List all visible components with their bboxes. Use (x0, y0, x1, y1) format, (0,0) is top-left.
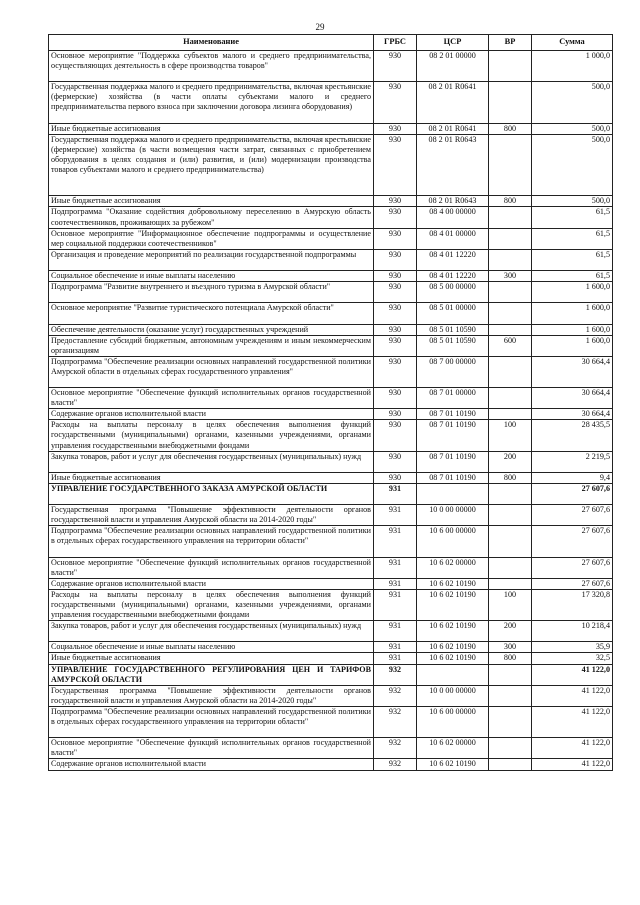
table-row (49, 324, 613, 335)
row-grbs-cell: 931 (374, 578, 417, 589)
row-csr-cell: 08 7 00 00000 (417, 356, 489, 387)
row-grbs-cell: 930 (374, 228, 417, 249)
table-row (49, 196, 613, 207)
row-vr-cell (489, 303, 532, 324)
row-name-cell: Подпрограмма "Обеспечение реализации основных направлений государственной политики в отдельных сферах государственного управления на территории области" (49, 706, 374, 737)
row-sum-cell: 61,5 (532, 249, 613, 270)
table-row (49, 388, 613, 409)
header-sum: Сумма (532, 35, 613, 51)
row-grbs-cell: 932 (374, 685, 417, 706)
row-csr-cell: 10 6 02 10190 (417, 653, 489, 664)
row-sum-cell: 35,9 (532, 642, 613, 653)
row-sum-cell: 500,0 (532, 196, 613, 207)
row-sum-cell: 30 664,4 (532, 388, 613, 409)
table-header-row (49, 35, 613, 51)
table-row-department (49, 664, 613, 685)
row-sum-cell: 61,5 (532, 207, 613, 228)
row-sum-cell: 10 218,4 (532, 621, 613, 642)
row-vr-cell: 600 (489, 335, 532, 356)
row-name-cell: Социальное обеспечение и иные выплаты населению (49, 271, 374, 282)
table-row (49, 82, 613, 123)
row-grbs-cell: 930 (374, 82, 417, 123)
row-csr-cell: 08 2 01 R0643 (417, 196, 489, 207)
row-grbs-cell: 931 (374, 483, 417, 504)
row-grbs-cell: 932 (374, 759, 417, 770)
row-grbs-cell: 930 (374, 303, 417, 324)
row-vr-cell: 200 (489, 621, 532, 642)
row-name-cell: Расходы на выплаты персоналу в целях обеспечения выполнения функций государственными (муниципальными) органами, казенными учреждениями, органами управления государственными внебюджетными фондами (49, 589, 374, 620)
row-grbs-cell: 931 (374, 505, 417, 526)
row-csr-cell: 08 4 01 12220 (417, 249, 489, 270)
row-csr-cell: 10 0 00 00000 (417, 505, 489, 526)
row-grbs-cell: 932 (374, 664, 417, 685)
row-vr-cell: 200 (489, 451, 532, 472)
row-csr-cell: 10 6 00 00000 (417, 706, 489, 737)
row-csr-cell: 08 4 01 12220 (417, 271, 489, 282)
row-sum-cell: 41 122,0 (532, 759, 613, 770)
row-grbs-cell: 931 (374, 621, 417, 642)
row-sum-cell: 30 664,4 (532, 356, 613, 387)
row-grbs-cell: 930 (374, 409, 417, 420)
row-grbs-cell: 930 (374, 388, 417, 409)
row-sum-cell: 27 607,6 (532, 557, 613, 578)
row-grbs-cell: 930 (374, 420, 417, 451)
row-csr-cell: 10 6 02 00000 (417, 557, 489, 578)
row-name-cell: Основное мероприятие "Поддержка субъектов малого и среднего предпринимательства, осуществляющих деятельность в сфере производства товаров" (49, 51, 374, 82)
table-row (49, 207, 613, 228)
row-sum-cell: 41 122,0 (532, 738, 613, 759)
row-sum-cell: 500,0 (532, 134, 613, 196)
row-grbs-cell: 931 (374, 526, 417, 557)
row-name-cell: Расходы на выплаты персоналу в целях обеспечения выполнения функций государственными (муниципальными) органами, казенными учреждениями, органами управления государственными внебюджетными фондами (49, 420, 374, 451)
table-row (49, 589, 613, 620)
row-csr-cell (417, 483, 489, 504)
table-row (49, 557, 613, 578)
table-row (49, 642, 613, 653)
row-name-cell: Содержание органов исполнительной власти (49, 759, 374, 770)
table-row (49, 249, 613, 270)
row-sum-cell: 17 320,8 (532, 589, 613, 620)
row-vr-cell (489, 282, 532, 303)
row-grbs-cell: 930 (374, 134, 417, 196)
row-name-cell: Государственная поддержка малого и среднего предпринимательства, включая крестьянские (фермерские) хозяйства (в части оплаты субъектами малого и среднего предпринимательства первого взноса при заключении договора лизинга оборудования) (49, 82, 374, 123)
row-csr-cell: 08 5 01 10590 (417, 335, 489, 356)
row-csr-cell: 10 6 02 10190 (417, 578, 489, 589)
row-name-cell: Социальное обеспечение и иные выплаты населению (49, 642, 374, 653)
row-grbs-cell: 931 (374, 589, 417, 620)
row-vr-cell: 800 (489, 123, 532, 134)
row-grbs-cell: 930 (374, 356, 417, 387)
header-grbs: ГРБС (374, 35, 417, 51)
row-sum-cell: 41 122,0 (532, 664, 613, 685)
row-vr-cell: 800 (489, 196, 532, 207)
budget-table (48, 34, 613, 771)
row-grbs-cell: 932 (374, 706, 417, 737)
row-vr-cell (489, 526, 532, 557)
row-vr-cell (489, 578, 532, 589)
row-name-cell: Предоставление субсидий бюджетным, автономным учреждениям и иным некоммерческим организациям (49, 335, 374, 356)
row-vr-cell (489, 738, 532, 759)
row-csr-cell: 08 4 01 00000 (417, 228, 489, 249)
row-csr-cell: 08 7 01 10190 (417, 451, 489, 472)
table-row (49, 409, 613, 420)
row-csr-cell: 10 6 00 00000 (417, 526, 489, 557)
row-name-cell: Основное мероприятие "Обеспечение функций исполнительных органов государственной власти" (49, 557, 374, 578)
row-sum-cell: 28 435,5 (532, 420, 613, 451)
row-vr-cell (489, 505, 532, 526)
row-name-cell: Государственная поддержка малого и среднего предпринимательства, включая крестьянские (фермерские) хозяйства (в части возмещения части затрат, связанных с приобретением оборудования в целях создания и (или) развития, и (или) модернизации производства товаров субъектами малого и среднего предпринимательства) (49, 134, 374, 196)
row-vr-cell (489, 409, 532, 420)
row-sum-cell: 1 600,0 (532, 282, 613, 303)
row-vr-cell (489, 228, 532, 249)
row-vr-cell (489, 249, 532, 270)
table-row (49, 51, 613, 82)
row-sum-cell: 41 122,0 (532, 706, 613, 737)
row-grbs-cell: 930 (374, 249, 417, 270)
row-vr-cell (489, 207, 532, 228)
table-row (49, 134, 613, 196)
table-row (49, 653, 613, 664)
row-vr-cell: 800 (489, 653, 532, 664)
row-name-cell: Подпрограмма "Оказание содействия добровольному переселению в Амурскую область соотечественников, проживающих за рубежом" (49, 207, 374, 228)
row-grbs-cell: 930 (374, 207, 417, 228)
row-csr-cell (417, 664, 489, 685)
row-grbs-cell: 930 (374, 123, 417, 134)
row-sum-cell: 1 600,0 (532, 303, 613, 324)
row-csr-cell: 10 6 02 10190 (417, 621, 489, 642)
table-row (49, 621, 613, 642)
row-vr-cell (489, 685, 532, 706)
row-csr-cell: 08 2 01 R0641 (417, 82, 489, 123)
row-grbs-cell: 931 (374, 557, 417, 578)
table-row (49, 356, 613, 387)
row-csr-cell: 08 5 01 00000 (417, 303, 489, 324)
row-name-cell: УПРАВЛЕНИЕ ГОСУДАРСТВЕННОГО ЗАКАЗА АМУРСКОЙ ОБЛАСТИ (49, 483, 374, 504)
table-row (49, 451, 613, 472)
row-sum-cell: 500,0 (532, 82, 613, 123)
row-name-cell: Подпрограмма "Обеспечение реализации основных направлений государственной политики Амурской области в отдельных сферах государственного управления" (49, 356, 374, 387)
row-name-cell: Подпрограмма "Развитие внутреннего и въездного туризма в Амурской области" (49, 282, 374, 303)
row-grbs-cell: 931 (374, 653, 417, 664)
row-sum-cell: 27 607,6 (532, 505, 613, 526)
row-sum-cell: 1 600,0 (532, 324, 613, 335)
row-grbs-cell: 930 (374, 324, 417, 335)
row-csr-cell: 08 7 01 10190 (417, 472, 489, 483)
row-sum-cell: 500,0 (532, 123, 613, 134)
table-row (49, 759, 613, 770)
row-vr-cell: 100 (489, 420, 532, 451)
table-row (49, 228, 613, 249)
table-row (49, 578, 613, 589)
row-vr-cell (489, 356, 532, 387)
row-sum-cell: 1 600,0 (532, 335, 613, 356)
row-grbs-cell: 930 (374, 451, 417, 472)
row-vr-cell: 100 (489, 589, 532, 620)
table-row (49, 685, 613, 706)
row-name-cell: Закупка товаров, работ и услуг для обеспечения государственных (муниципальных) нужд (49, 621, 374, 642)
table-body (49, 51, 613, 771)
table-row (49, 738, 613, 759)
row-name-cell: Основное мероприятие "Обеспечение функций исполнительных органов государственной власти" (49, 738, 374, 759)
row-sum-cell: 27 607,6 (532, 526, 613, 557)
header-csr: ЦСР (417, 35, 489, 51)
row-name-cell: Основное мероприятие "Обеспечение функций исполнительных органов государственной власти" (49, 388, 374, 409)
row-name-cell: Иные бюджетные ассигнования (49, 653, 374, 664)
row-vr-cell (489, 664, 532, 685)
row-name-cell: Обеспечение деятельности (оказание услуг) государственных учреждений (49, 324, 374, 335)
table-row (49, 706, 613, 737)
row-name-cell: Основное мероприятие "Развитие туристического потенциала Амурской области" (49, 303, 374, 324)
row-name-cell: Иные бюджетные ассигнования (49, 472, 374, 483)
row-sum-cell: 1 000,0 (532, 51, 613, 82)
table-row (49, 420, 613, 451)
row-grbs-cell: 930 (374, 282, 417, 303)
row-csr-cell: 08 7 01 00000 (417, 388, 489, 409)
row-csr-cell: 08 5 01 10590 (417, 324, 489, 335)
row-csr-cell: 08 7 01 10190 (417, 420, 489, 451)
row-vr-cell (489, 134, 532, 196)
row-name-cell: Подпрограмма "Обеспечение реализации основных направлений государственной политики в отдельных сферах государственного управления на территории области" (49, 526, 374, 557)
row-vr-cell (489, 324, 532, 335)
row-vr-cell (489, 388, 532, 409)
row-name-cell: Иные бюджетные ассигнования (49, 123, 374, 134)
row-sum-cell: 30 664,4 (532, 409, 613, 420)
row-name-cell: Организация и проведение мероприятий по реализации государственной подпрограммы (49, 249, 374, 270)
table-row (49, 472, 613, 483)
row-vr-cell: 300 (489, 271, 532, 282)
row-csr-cell: 10 6 02 10190 (417, 589, 489, 620)
row-sum-cell: 27 607,6 (532, 483, 613, 504)
table-row (49, 505, 613, 526)
table-row (49, 282, 613, 303)
row-sum-cell: 27 607,6 (532, 578, 613, 589)
row-vr-cell (489, 706, 532, 737)
row-sum-cell: 32,5 (532, 653, 613, 664)
row-sum-cell: 2 219,5 (532, 451, 613, 472)
row-csr-cell: 08 2 01 00000 (417, 51, 489, 82)
row-name-cell: Содержание органов исполнительной власти (49, 578, 374, 589)
row-sum-cell: 41 122,0 (532, 685, 613, 706)
header-name: Наименование (49, 35, 374, 51)
row-vr-cell: 800 (489, 472, 532, 483)
table-row-department (49, 483, 613, 504)
row-csr-cell: 08 4 00 00000 (417, 207, 489, 228)
row-csr-cell: 08 5 00 00000 (417, 282, 489, 303)
row-sum-cell: 9,4 (532, 472, 613, 483)
row-csr-cell: 10 6 02 10190 (417, 759, 489, 770)
row-csr-cell: 10 6 02 10190 (417, 642, 489, 653)
row-grbs-cell: 930 (374, 335, 417, 356)
row-sum-cell: 61,5 (532, 271, 613, 282)
row-name-cell: Государственная программа "Повышение эффективности деятельности органов государственной власти и управления Амурской области на 2014-2020 годы" (49, 685, 374, 706)
row-csr-cell: 08 2 01 R0643 (417, 134, 489, 196)
row-grbs-cell: 930 (374, 196, 417, 207)
table-row (49, 303, 613, 324)
row-name-cell: Содержание органов исполнительной власти (49, 409, 374, 420)
row-csr-cell: 10 0 00 00000 (417, 685, 489, 706)
table-row (49, 335, 613, 356)
row-grbs-cell: 930 (374, 271, 417, 282)
row-name-cell: Основное мероприятие "Информационное обеспечение подпрограммы и осуществление мер социальной поддержки соотечественников" (49, 228, 374, 249)
row-sum-cell: 61,5 (532, 228, 613, 249)
table-row (49, 526, 613, 557)
row-vr-cell (489, 483, 532, 504)
row-name-cell: Государственная программа "Повышение эффективности деятельности органов государственной власти и управления Амурской области на 2014-2020 годы" (49, 505, 374, 526)
row-vr-cell (489, 759, 532, 770)
row-vr-cell (489, 51, 532, 82)
row-csr-cell: 10 6 02 00000 (417, 738, 489, 759)
row-grbs-cell: 930 (374, 51, 417, 82)
page-number: 29 (315, 22, 325, 32)
header-vr: ВР (489, 35, 532, 51)
row-name-cell: УПРАВЛЕНИЕ ГОСУДАРСТВЕННОГО РЕГУЛИРОВАНИЯ ЦЕН И ТАРИФОВ АМУРСКОЙ ОБЛАСТИ (49, 664, 374, 685)
row-csr-cell: 08 7 01 10190 (417, 409, 489, 420)
row-grbs-cell: 931 (374, 642, 417, 653)
row-vr-cell (489, 557, 532, 578)
row-csr-cell: 08 2 01 R0641 (417, 123, 489, 134)
table-row (49, 271, 613, 282)
table-row (49, 123, 613, 134)
row-vr-cell (489, 82, 532, 123)
row-grbs-cell: 930 (374, 472, 417, 483)
row-name-cell: Закупка товаров, работ и услуг для обеспечения государственных (муниципальных) нужд (49, 451, 374, 472)
row-grbs-cell: 932 (374, 738, 417, 759)
row-vr-cell: 300 (489, 642, 532, 653)
row-name-cell: Иные бюджетные ассигнования (49, 196, 374, 207)
